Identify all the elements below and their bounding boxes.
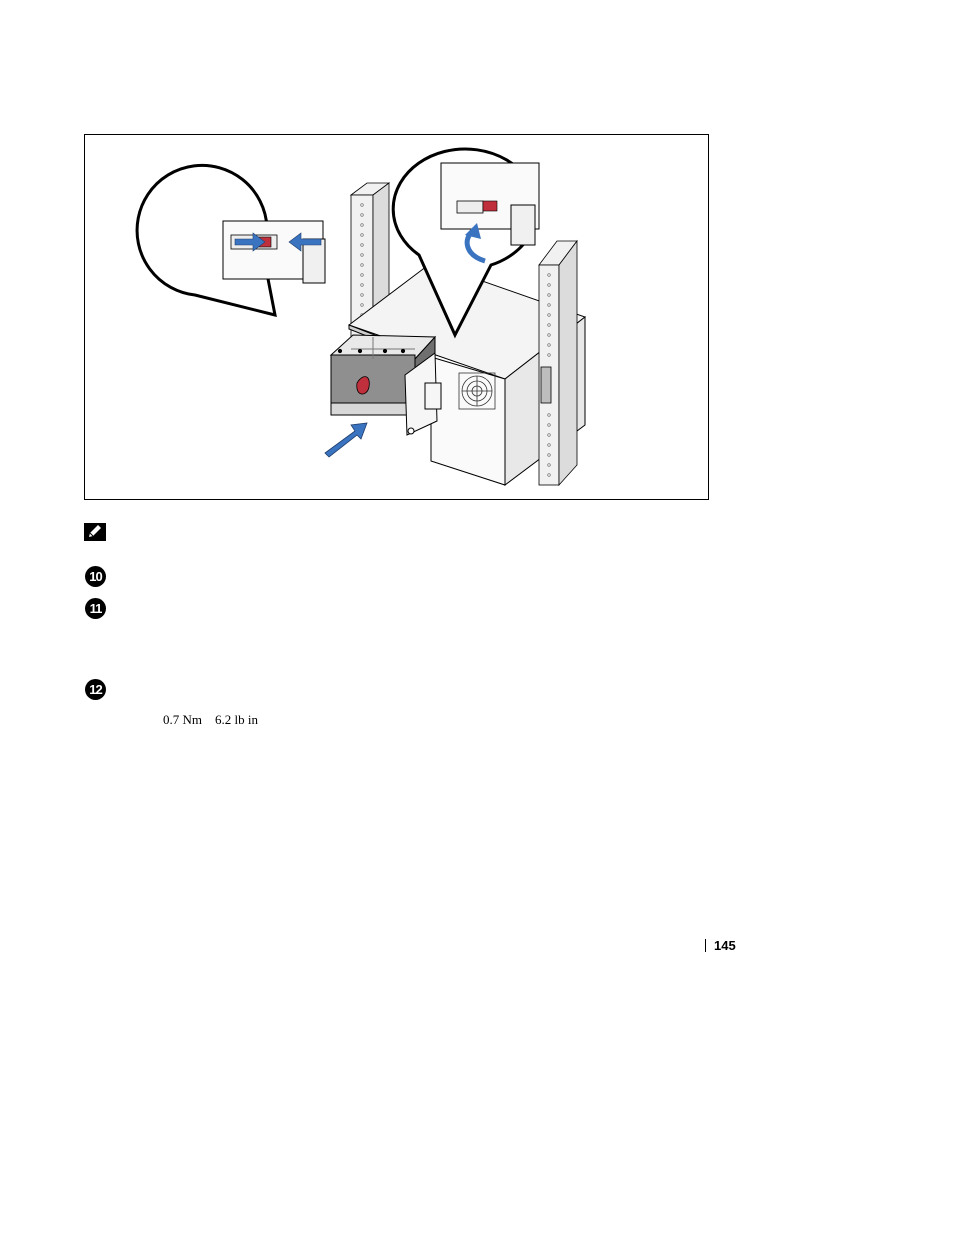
torque-imperial: 6.2 lb in — [215, 712, 258, 727]
step-11-badge: 11 — [85, 598, 106, 619]
callout-left — [137, 165, 325, 315]
step-12-badge: 12 — [85, 679, 106, 700]
torque-metric: 0.7 Nm — [163, 712, 202, 727]
torque-spec — [163, 712, 258, 728]
footer-separator — [705, 939, 706, 952]
right-rack-rail — [539, 241, 577, 485]
step-10-badge: 10 — [85, 566, 106, 587]
insert-arrow — [325, 423, 367, 457]
rack-battery-illustration — [85, 135, 708, 499]
page-footer — [705, 938, 736, 953]
installation-figure — [84, 134, 709, 500]
pencil-note-icon — [84, 523, 106, 541]
page-number: 145 — [714, 938, 736, 953]
